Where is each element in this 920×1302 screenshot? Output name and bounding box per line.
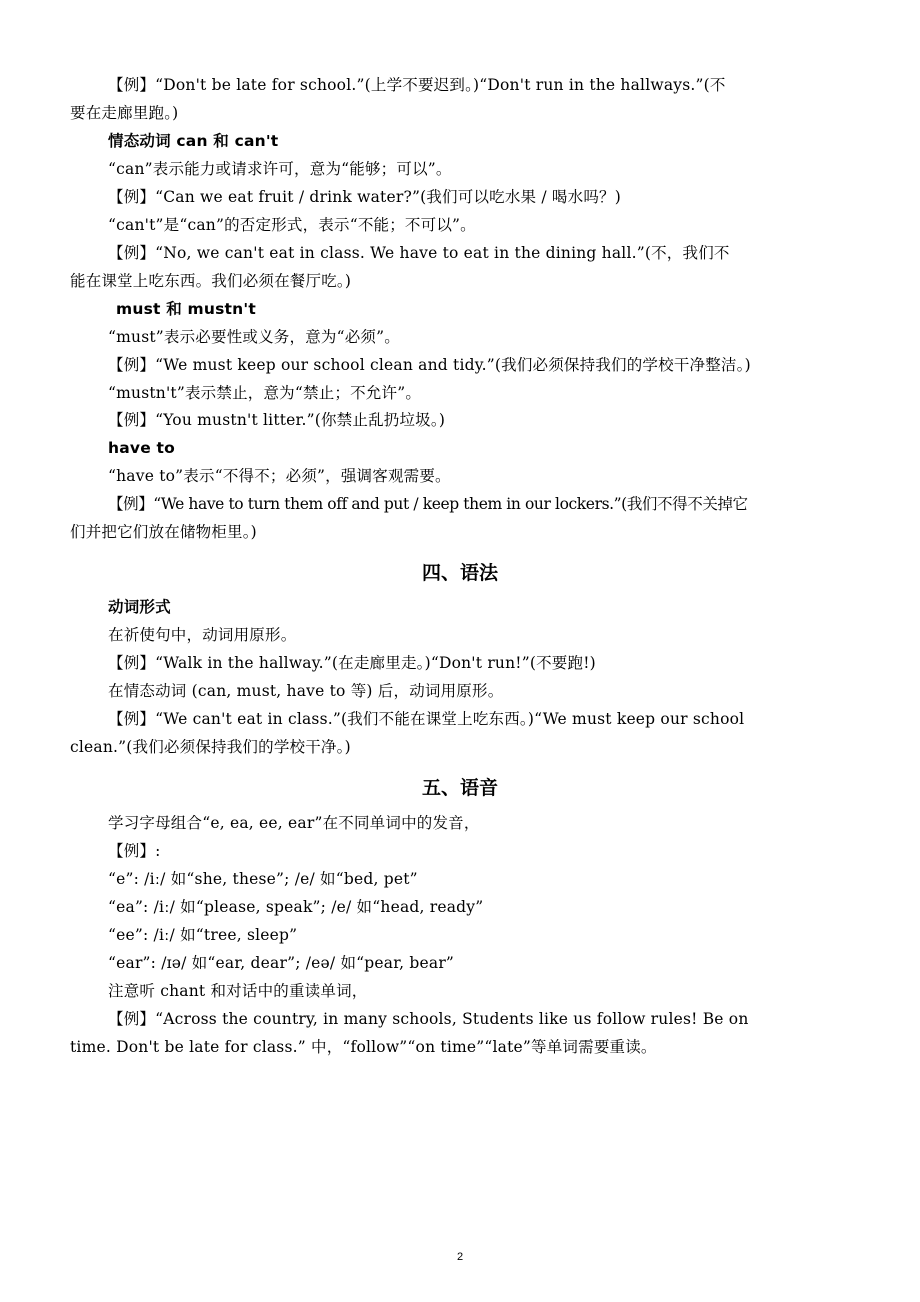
example-line: 【例】“We can't eat in class.”(我们不能在课堂上吃东西。)“We must keep our school [108,710,745,728]
phonics-line: “ee”: /iː/ 如“tree, sleep” [108,926,298,944]
example-line: 能在课堂上吃东西。我们必须在餐厅吃。) [70,272,352,290]
page-number: 2 [456,1251,464,1263]
subheading-have-to: have to [108,439,175,457]
text-line: 学习字母组合“e, ea, ee, ear”在不同单词中的发音， [108,814,480,832]
text-line: “mustn't”表示禁止，意为“禁止；不允许”。 [108,384,422,402]
text-line: 在祈使句中，动词用原形。 [108,626,297,644]
example-line: 【例】“You mustn't litter.”(你禁止乱扔垃圾。) [108,411,446,429]
section-heading-grammar: 四、语法 [421,562,498,584]
example-line: 【例】“No, we can't eat in class. We have to eat in the dining hall.”(不，我们不 [108,244,730,262]
text-line: 注意听 chant 和对话中的重读单词， [108,982,368,1000]
example-line: 【例】“Walk in the hallway.”(在走廊里走。)“Don't run!”(不要跑!) [108,654,596,672]
example-line: 【例】“Can we eat fruit / drink water?”(我们可以吃水果 / 喝水吗？) [108,188,621,206]
example-line: 【例】“Across the country, in many schools, Students like us follow rules! Be on [108,1010,749,1028]
text-line: “must”表示必要性或义务，意为“必须”。 [108,328,400,346]
phonics-line: “ea”: /iː/ 如“please, speak”; /e/ 如“head, ready” [108,898,484,916]
example-line: clean.”(我们必须保持我们的学校干净。) [70,738,351,756]
phonics-line: “e”: /iː/ 如“she, these”; /e/ 如“bed, pet” [108,870,418,888]
example-line: 【例】“Don't be late for school.”(上学不要迟到。)“Don't run in the hallways.”(不 [108,76,726,94]
section-heading-phonics: 五、语音 [421,777,498,799]
example-line: 【例】“We have to turn them off and put / keep them in our lockers.”(我们不得不关掉它 [108,495,748,513]
subheading-must: must 和 mustn't [116,300,256,318]
subheading-verb-forms: 动词形式 [108,598,171,616]
example-line: 【例】“We must keep our school clean and tidy.”(我们必须保持我们的学校干净整洁。) [108,356,751,374]
text-line: “can't”是“can”的否定形式，表示“不能；不可以”。 [108,216,476,234]
phonics-line: “ear”: /ɪə/ 如“ear, dear”; /eə/ 如“pear, bear” [108,954,455,972]
text-line: 在情态动词 (can, must, have to 等) 后，动词用原形。 [108,682,504,700]
example-line: 们并把它们放在储物柜里。) [70,523,257,541]
example-line: 要在走廊里跑。) [70,104,179,122]
subheading-can: 情态动词 can 和 can't [108,132,279,150]
example-label: 【例】: [108,842,161,860]
text-line: “have to”表示“不得不；必须”，强调客观需要。 [108,467,451,485]
example-line: time. Don't be late for class.” 中，“follow”“on time”“late”等单词需要重读。 [70,1038,657,1056]
text-line: “can”表示能力或请求许可，意为“能够；可以”。 [108,160,452,178]
